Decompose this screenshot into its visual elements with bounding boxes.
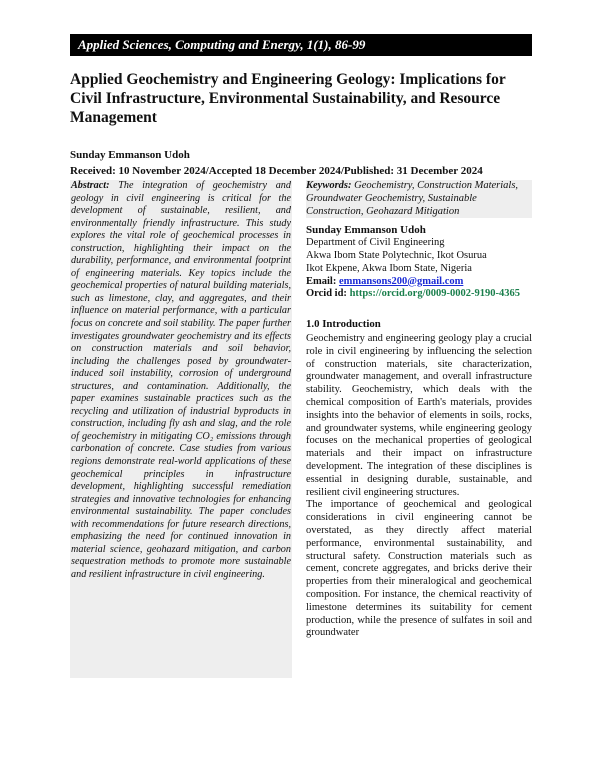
affiliation-department: Department of Civil Engineering <box>306 237 445 249</box>
affiliation-institution: Akwa Ibom State Polytechnic, Ikot Osurua <box>306 249 487 261</box>
orcid-line <box>306 288 532 301</box>
paper-title: Applied Geochemistry and Engineering Geology: Implications for Civil Infrastructure, Environmental Sustainability, and Resource Management <box>70 71 506 126</box>
keywords-label: Keywords: <box>306 180 352 191</box>
introduction-body <box>306 333 532 640</box>
introduction-paragraph: Geochemistry and engineering geology play a crucial role in civil engineering by influencing the selection of construction materials, site characterization, groundwater management, and overall infrastructure stability. Geochemistry, which deals with the chemical composition of Earth's materials, provides insights into the behavior of elements in soils, rocks, and groundwater systems, while engineering geology focuses on the mechanical properties of geological materials and their impact on infrastructure development. The integration of these disciplines is essential in designing durable, sustainable, and resilient civil engineering structures. <box>306 332 532 498</box>
author-name: Sunday Emmanson Udoh <box>70 149 190 161</box>
affiliation-location: Ikot Ekpene, Akwa Ibom State, Nigeria <box>306 262 472 274</box>
affiliation-name: Sunday Emmanson Udoh <box>306 224 426 237</box>
orcid-label: Orcid id: <box>306 288 347 300</box>
email-label: Email: <box>306 275 337 287</box>
email-line <box>306 276 532 289</box>
publication-dates: Received: 10 November 2024/Accepted 18 December 2024/Published: 31 December 2024 <box>70 165 483 177</box>
affiliation-block <box>306 224 532 301</box>
section-heading-introduction: 1.0 Introduction <box>306 318 381 331</box>
abstract-label: Abstract: <box>71 180 110 191</box>
abstract-box <box>70 180 292 678</box>
keywords-text: Geochemistry, Construction Materials, Groundwater Geochemistry, Sustainable Construction, Geohazard Mitigation <box>306 180 519 217</box>
introduction-paragraph: The importance of geochemical and geological considerations in civil engineering cannot be overstated, as they directly affect material performance, environmental sustainability, and structural safety. Construction materials such as cement, concrete aggregates, and bricks derive their properties from their mineralogical and geochemical composition. For instance, the chemical reactivity of limestone determines its suitability for cement production, while the presence of sulfates in soil and groundwater <box>306 499 532 639</box>
email-link[interactable]: emmansons200@gmail.com <box>338 275 464 287</box>
right-column <box>306 180 532 640</box>
journal-citation: Applied Sciences, Computing and Energy, 1(1), 86-99 <box>78 37 366 52</box>
keywords-box <box>306 180 532 218</box>
orcid-link[interactable]: https://orcid.org/0009-0002-9190-4365 <box>349 288 520 300</box>
abstract-text: The integration of geochemistry and geology in civil engineering is critical for the development of sustainable, resilient, and environmentally friendly infrastructure. This study explores the vital role of geochemical processes in construction, highlighting their impact on the durability, performance, and environmental footprint of engineering materials. Key topics include the geochemical properties of natural building materials, such as limestone, clay, and aggregates, and their influence on material performance, with a particular focus on concrete and soil stability. The paper further investigates groundwater geochemistry and its effects on construction materials and soil behavior, including the challenges posed by groundwater-induced soil instability, corrosion of underground structures, and contamination. Additionally, the paper examines sustainable practices such as the recycling and utilization of industrial byproducts in construction, including fly ash and slag, and the role of geochemistry in mitigating CO₂ emissions through carbonation of concrete. Case studies from various regions demonstrate real-world applications of these geochemical principles in infrastructure development, highlighting successful remediation strategies and innovative technologies for enhancing environmental sustainability. The paper concludes with recommendations for future research directions, emphasizing the need for continued innovation in material science, geohazard mitigation, and carbon sequestration methods to promote more sustainable and resilient infrastructure in civil engineering. <box>71 180 291 580</box>
journal-banner <box>70 34 532 56</box>
